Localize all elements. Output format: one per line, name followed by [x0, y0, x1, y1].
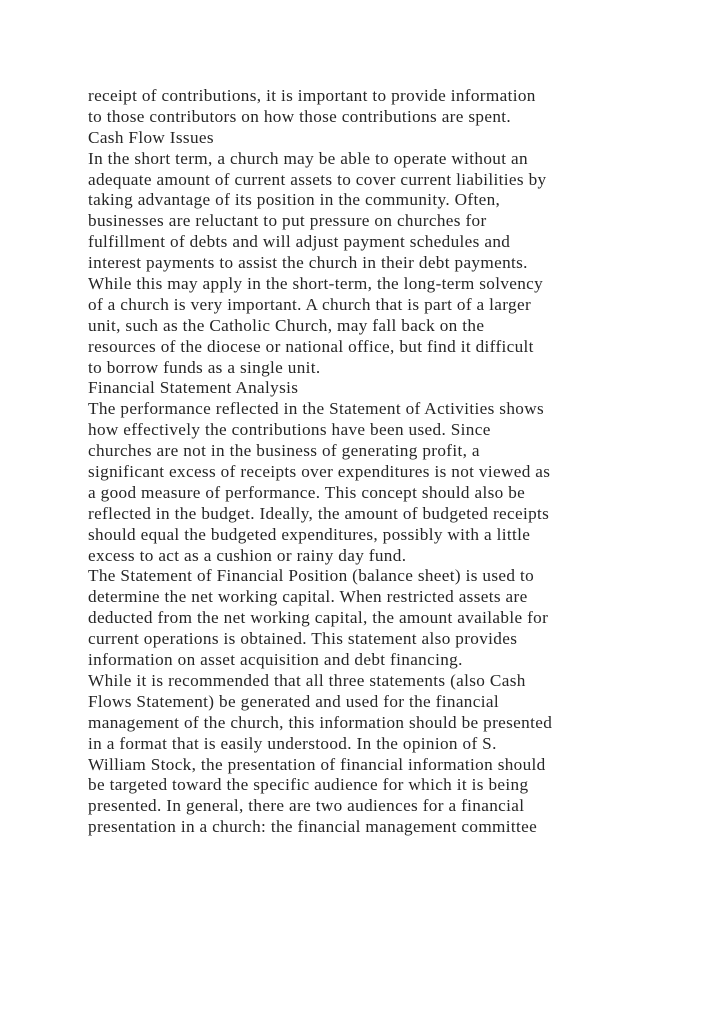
text-line: information on asset acquisition and debt financing. — [88, 650, 463, 670]
text-line: should equal the budgeted expenditures, possibly with a little — [88, 524, 531, 544]
text-line: William Stock, the presentation of financial information should — [88, 754, 546, 774]
text-line: resources of the diocese or national office, but find it difficult — [88, 336, 534, 356]
text-line: to those contributors on how those contributions are spent. — [88, 106, 512, 126]
text-line: presented. In general, there are two audiences for a financial — [88, 796, 525, 816]
text-line: While this may apply in the short-term, the long-term solvency — [88, 274, 544, 294]
text-line: unit, such as the Catholic Church, may fall back on the — [88, 315, 485, 335]
text-line: taking advantage of its position in the community. Often, — [88, 190, 501, 210]
text-line: presentation in a church: the financial management committee — [88, 817, 538, 837]
text-line: current operations is obtained. This statement also provides — [88, 629, 518, 649]
text-line: a good measure of performance. This concept should also be — [88, 482, 526, 502]
section-heading-financial-statement-analysis: Financial Statement Analysis — [88, 378, 299, 398]
text-line: receipt of contributions, it is important to provide information — [88, 86, 536, 105]
text-line: In the short term, a church may be able to operate without an — [88, 148, 528, 168]
text-line: management of the church, this information should be presented — [88, 712, 553, 732]
text-line: be targeted toward the specific audience for which it is being — [88, 775, 529, 795]
text-line: While it is recommended that all three statements (also Cash — [88, 670, 526, 690]
text-line: reflected in the budget. Ideally, the amount of budgeted receipts — [88, 503, 550, 523]
text-line: in a format that is easily understood. In the opinion of S. — [88, 733, 497, 753]
text-line: churches are not in the business of generating profit, a — [88, 441, 480, 461]
text-line: Flows Statement) be generated and used for the financial — [88, 691, 499, 711]
text-line: The performance reflected in the Statement of Activities shows — [88, 399, 545, 419]
text-line: adequate amount of current assets to cover current liabilities by — [88, 169, 547, 189]
text-line: of a church is very important. A church that is part of a larger — [88, 294, 532, 314]
text-line: how effectively the contributions have been used. Since — [88, 420, 491, 440]
text-line: businesses are reluctant to put pressure on churches for — [88, 211, 487, 231]
text-line: excess to act as a cushion or rainy day fund. — [88, 545, 407, 565]
section-heading-cash-flow-issues: Cash Flow Issues — [88, 127, 214, 147]
text-line: deducted from the net working capital, the amount available for — [88, 608, 549, 628]
text-line: interest payments to assist the church in their debt payments. — [88, 253, 528, 273]
text-line: fulfillment of debts and will adjust payment schedules and — [88, 232, 511, 252]
document-body — [88, 86, 648, 838]
text-line: The Statement of Financial Position (balance sheet) is used to — [88, 566, 535, 586]
text-line: to borrow funds as a single unit. — [88, 357, 321, 377]
text-line: determine the net working capital. When restricted assets are — [88, 587, 528, 607]
text-line: significant excess of receipts over expenditures is not viewed as — [88, 462, 551, 482]
